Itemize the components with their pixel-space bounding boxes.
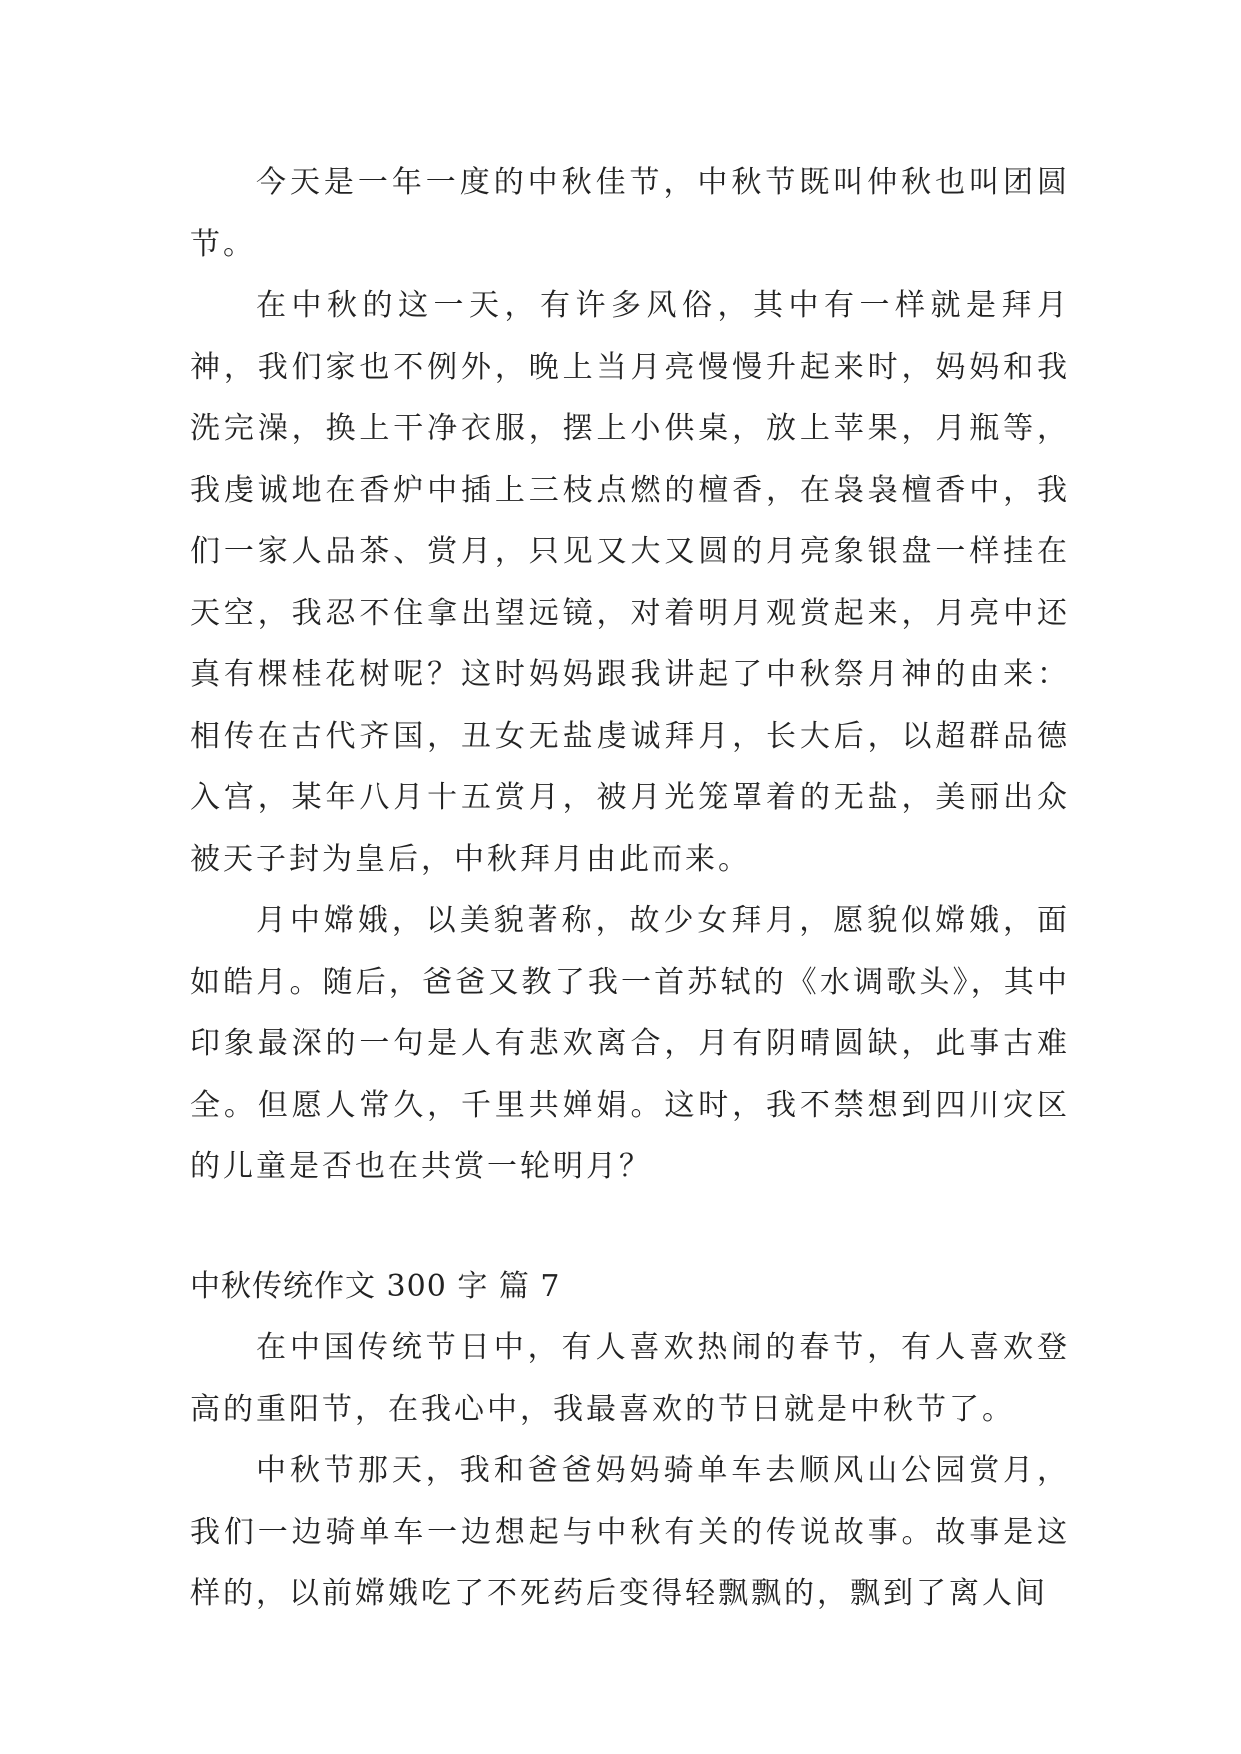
section-gap xyxy=(190,1198,1070,1256)
paragraph: 在中国传统节日中，有人喜欢热闹的春节，有人喜欢登高的重阳节，在我心中，我最喜欢的节日就是中秋节了。 xyxy=(190,1330,1070,1427)
paragraph: 中秋节那天，我和爸爸妈妈骑单车去顺风山公园赏月，我们一边骑单车一边想起与中秋有关的传说故事。故事是这样的，以前嫦娥吃了不死药后变得轻飘飘的，飘到了离人间 xyxy=(190,1453,1070,1611)
paragraph: 在中秋的这一天，有许多风俗，其中有一样就是拜月神，我们家也不例外，晚上当月亮慢慢升起来时，妈妈和我洗完澡，换上干净衣服，摆上小供桌，放上苹果，月瓶等，我虔诚地在香炉中插上三枝点燃的檀香，在袅袅檀香中，我们一家人品茶、赏月，只见又大又圆的月亮象银盘一样挂在天空，我忍不住拿出望远镜，对着明月观赏起来，月亮中还真有棵桂花树呢？这时妈妈跟我讲起了中秋祭月神的由来：相传在古代齐国，丑女无盐虔诚拜月，长大后，以超群品德入宫，某年八月十五赏月，被月光笼罩着的无盐，美丽出众被天子封为皇后，中秋拜月由此而来。 xyxy=(190,288,1070,877)
document-body xyxy=(190,152,1070,1625)
section-heading: 中秋传统作文 300 字 篇 7 xyxy=(190,1268,561,1304)
paragraph: 今天是一年一度的中秋佳节，中秋节既叫仲秋也叫团圆节。 xyxy=(190,165,1070,262)
paragraph: 月中嫦娥，以美貌著称，故少女拜月，愿貌似嫦娥，面如皓月。随后，爸爸又教了我一首苏轼的《水调歌头》，其中印象最深的一句是人有悲欢离合，月有阴晴圆缺，此事古难全。但愿人常久，千里共婵娟。这时，我不禁想到四川灾区的儿童是否也在共赏一轮明月？ xyxy=(190,903,1070,1184)
